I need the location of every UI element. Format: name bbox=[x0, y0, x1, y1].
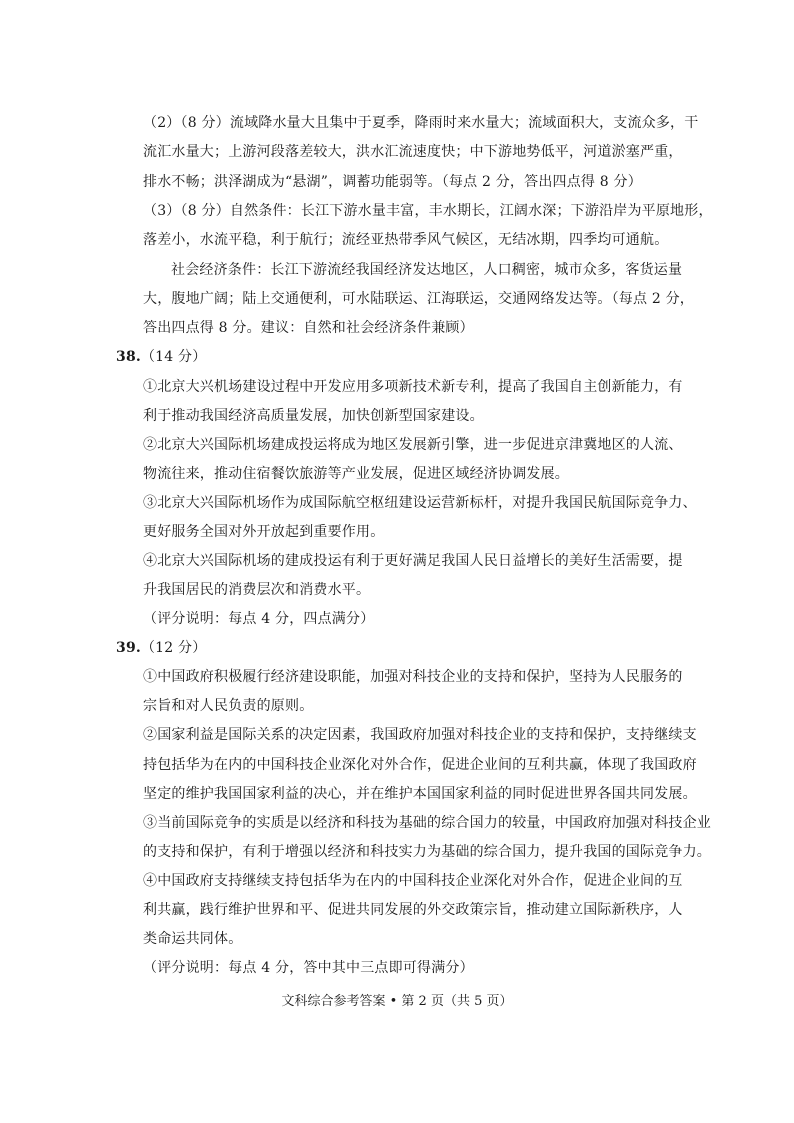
answer-line: ②国家利益是国际关系的决定因素，我国政府加强对科技企业的支持和保护，支持继续支 bbox=[143, 727, 697, 743]
answer-line: ④北京大兴国际机场的建成投运有利于更好满足我国人民日益增长的美好生活需要，提 bbox=[143, 553, 683, 569]
question-score: （12 分） bbox=[140, 640, 207, 656]
question-header bbox=[116, 347, 206, 367]
scoring-note: （评分说明：每点 4 分，四点满分） bbox=[143, 611, 375, 627]
answer-line: 利于推动我国经济高质量发展，加快创新型国家建设。 bbox=[143, 408, 484, 424]
question-number: 39. bbox=[116, 640, 141, 656]
answer-line: 坚定的维护我国国家利益的决心，并在维护本国国家利益的同时促进世界各国共同发展。 bbox=[143, 786, 697, 802]
answer-line: 宗旨和对人民负责的原则。 bbox=[143, 698, 314, 714]
answer-line: ③当前国际竞争的实质是以经济和科技为基础的综合国力的较量，中国政府加强对科技企业 bbox=[143, 815, 711, 831]
page-footer: 文科综合参考答案 • 第 2 页（共 5 页） bbox=[281, 994, 513, 1009]
answer-line: 流汇水量大；上游河段落差较大，洪水汇流速度快；中下游地势低平，河道淤塞严重， bbox=[143, 144, 683, 160]
answer-line: （2）（8 分）流域降水量大且集中于夏季，降雨时来水量大；流域面积大，支流众多，干 bbox=[143, 115, 699, 131]
answer-line: 大，腹地广阔；陆上交通便利，可水陆联运、江海联运，交通网络发达等。（每点 2 分， bbox=[143, 291, 695, 307]
answer-line: 类命运共同体。 bbox=[143, 931, 243, 947]
answer-line: ④中国政府支持继续支持包括华为在内的中国科技企业深化对外合作，促进企业间的互 bbox=[143, 873, 683, 889]
answer-line: ③北京大兴国际机场作为成国际航空枢纽建设运营新标杆，对提升我国民航国际竞争力、 bbox=[143, 495, 697, 511]
answer-line: ①北京大兴机场建设过程中开发应用多项新技术新专利，提高了我国自主创新能力，有 bbox=[143, 379, 683, 395]
answer-line: 物流往来，推动住宿餐饮旅游等产业发展，促进区域经济协调发展。 bbox=[143, 466, 569, 482]
question-number: 38. bbox=[116, 349, 141, 365]
answer-line: 社会经济条件：长江下游流经我国经济发达地区，人口稠密，城市众多，客货运量 bbox=[171, 262, 683, 278]
answer-line: 的支持和保护，有利于增强以经济和科技实力为基础的综合国力，提升我国的国际竞争力。 bbox=[143, 844, 711, 860]
answer-line: 更好服务全国对外开放起到重要作用。 bbox=[143, 524, 385, 540]
answer-line: 排水不畅；洪泽湖成为“悬湖”，调蓄功能弱等。（每点 2 分，答出四点得 8 分） bbox=[143, 174, 642, 190]
answer-line: 答出四点得 8 分。建议：自然和社会经济条件兼顾） bbox=[143, 320, 474, 336]
scoring-note: （评分说明：每点 4 分，答中其中三点即可得满分） bbox=[143, 960, 474, 976]
answer-line: 利共赢，践行维护世界和平、促进共同发展的外交政策宗旨，推动建立国际新秩序，人 bbox=[143, 902, 683, 918]
question-header bbox=[116, 638, 206, 658]
answer-line: （3）（8 分）自然条件：长江下游水量丰富，丰水期长，江阔水深；下游沿岸为平原地形， bbox=[143, 203, 713, 219]
answer-line: ②北京大兴国际机场建成投运将成为地区发展新引擎，进一步促进京津冀地区的人流、 bbox=[143, 437, 683, 453]
question-score: （14 分） bbox=[140, 349, 207, 365]
answer-line: 落差小，水流平稳，利于航行；流经亚热带季风气候区，无结冰期，四季均可通航。 bbox=[143, 232, 669, 248]
answer-line: 升我国居民的消费层次和消费水平。 bbox=[143, 582, 371, 598]
answer-line: 持包括华为在内的中国科技企业深化对外合作，促进企业间的互利共赢，体现了我国政府 bbox=[143, 757, 697, 773]
answer-line: ①中国政府积极履行经济建设职能，加强对科技企业的支持和保护，坚持为人民服务的 bbox=[143, 669, 683, 685]
